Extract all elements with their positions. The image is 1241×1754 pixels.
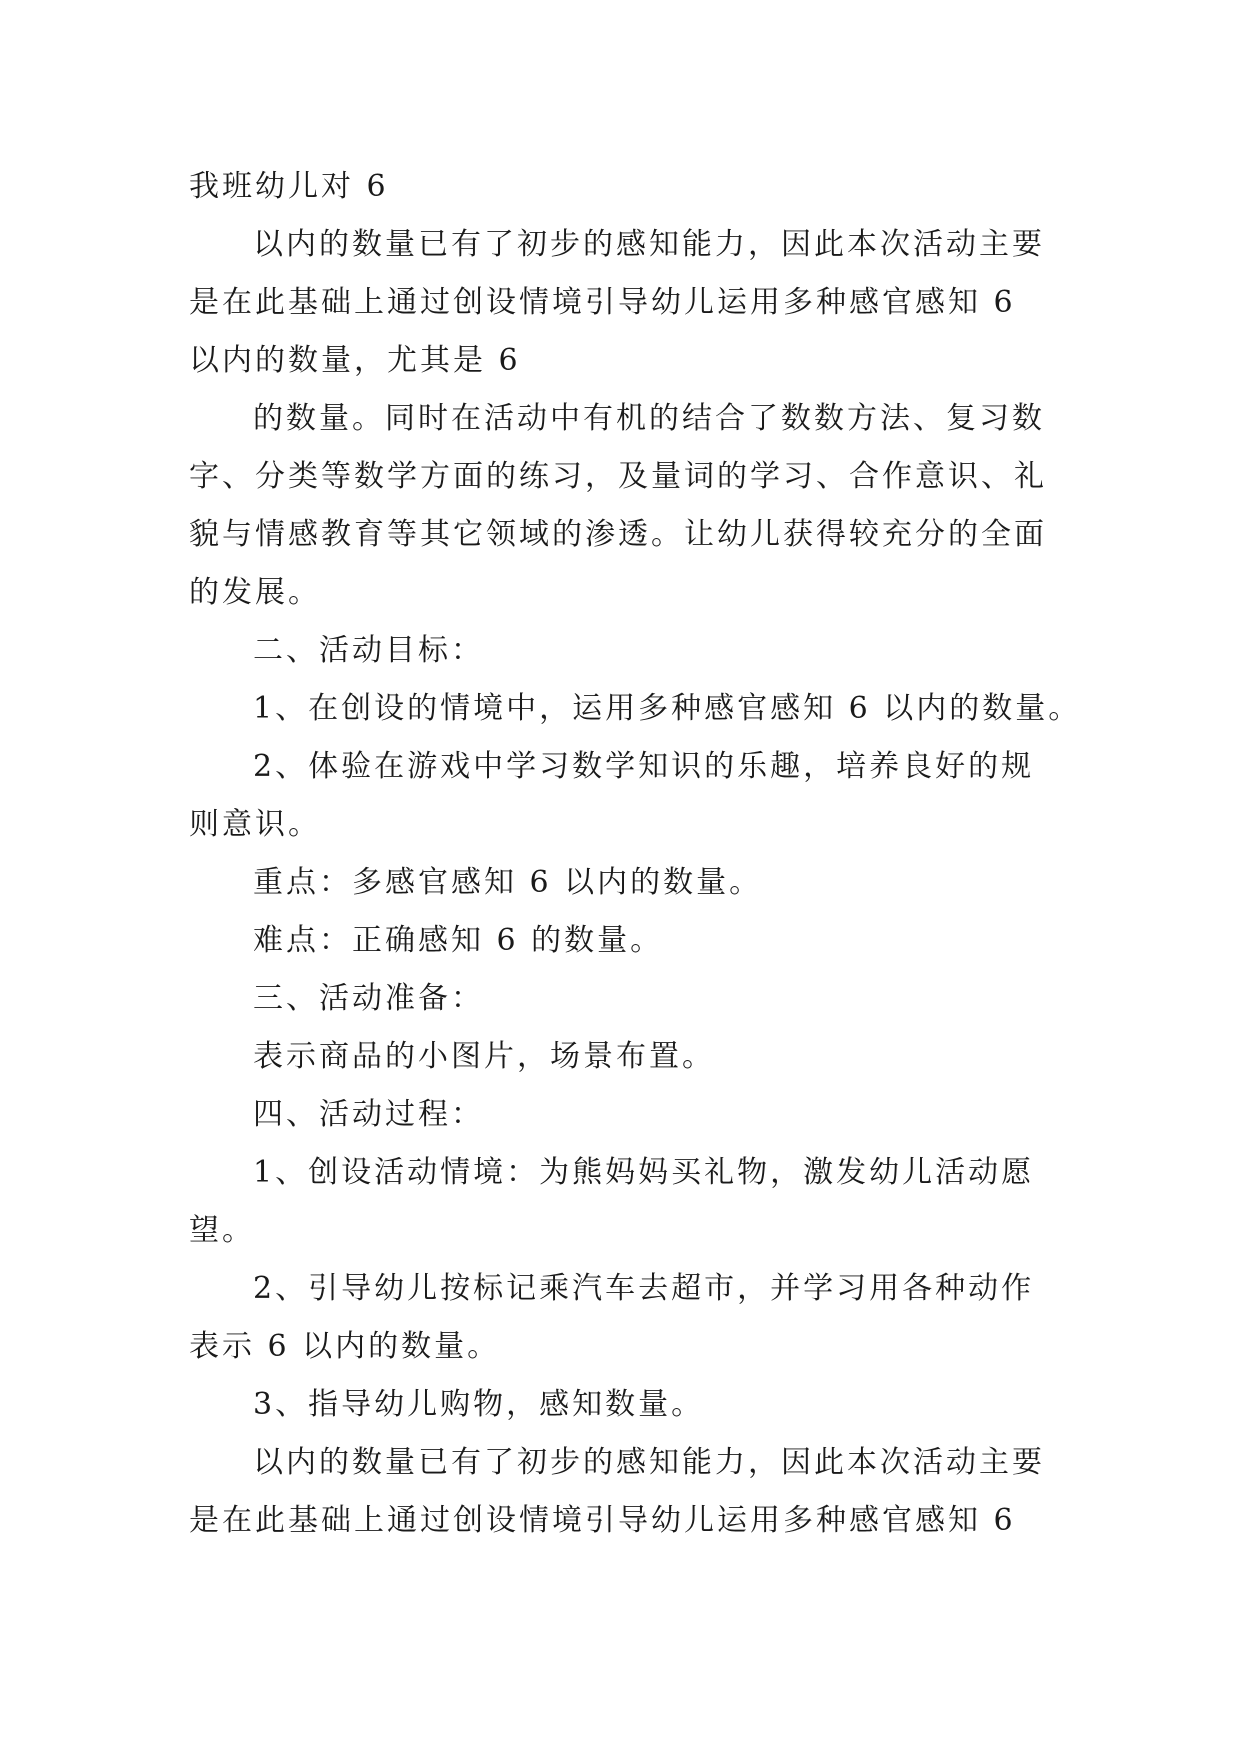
text-line: 是在此基础上通过创设情境引导幼儿运用多种感官感知 6 bbox=[189, 285, 1016, 320]
text-line: 以内的数量已有了初步的感知能力，因此本次活动主要 bbox=[253, 227, 1045, 262]
document-body bbox=[189, 158, 1082, 1550]
text-line: 我班幼儿对 6 bbox=[189, 169, 389, 204]
text-line: 表示商品的小图片，场景布置。 bbox=[253, 1039, 715, 1074]
text-line: 2、引导幼儿按标记乘汽车去超市，并学习用各种动作 bbox=[253, 1271, 1035, 1306]
text-line: 3、指导幼儿购物，感知数量。 bbox=[253, 1387, 705, 1422]
text-line: 的发展。 bbox=[189, 575, 321, 610]
text-line: 重点：多感官感知 6 以内的数量。 bbox=[253, 865, 763, 900]
text-line: 表示 6 以内的数量。 bbox=[189, 1329, 501, 1364]
text-line: 以内的数量，尤其是 6 bbox=[189, 343, 521, 378]
text-line: 的数量。同时在活动中有机的结合了数数方法、复习数 bbox=[253, 401, 1045, 436]
text-line: 貌与情感教育等其它领域的渗透。让幼儿获得较充分的全面 bbox=[189, 517, 1047, 552]
text-line: 2、体验在游戏中学习数学知识的乐趣，培养良好的规 bbox=[253, 749, 1035, 784]
text-line: 是在此基础上通过创设情境引导幼儿运用多种感官感知 6 bbox=[189, 1503, 1016, 1538]
text-line: 则意识。 bbox=[189, 807, 321, 842]
text-line: 以内的数量已有了初步的感知能力，因此本次活动主要 bbox=[253, 1445, 1045, 1480]
section-heading: 二、活动目标： bbox=[253, 633, 484, 668]
section-heading: 三、活动准备： bbox=[253, 981, 484, 1016]
text-line: 字、分类等数学方面的练习，及量词的学习、合作意识、礼 bbox=[189, 459, 1047, 494]
text-line: 难点：正确感知 6 的数量。 bbox=[253, 923, 664, 958]
text-line: 望。 bbox=[189, 1213, 255, 1248]
section-heading: 四、活动过程： bbox=[253, 1097, 484, 1132]
text-line: 1、在创设的情境中，运用多种感官感知 6 以内的数量。 bbox=[253, 691, 1082, 726]
text-line: 1、创设活动情境：为熊妈妈买礼物，激发幼儿活动愿 bbox=[253, 1155, 1035, 1190]
